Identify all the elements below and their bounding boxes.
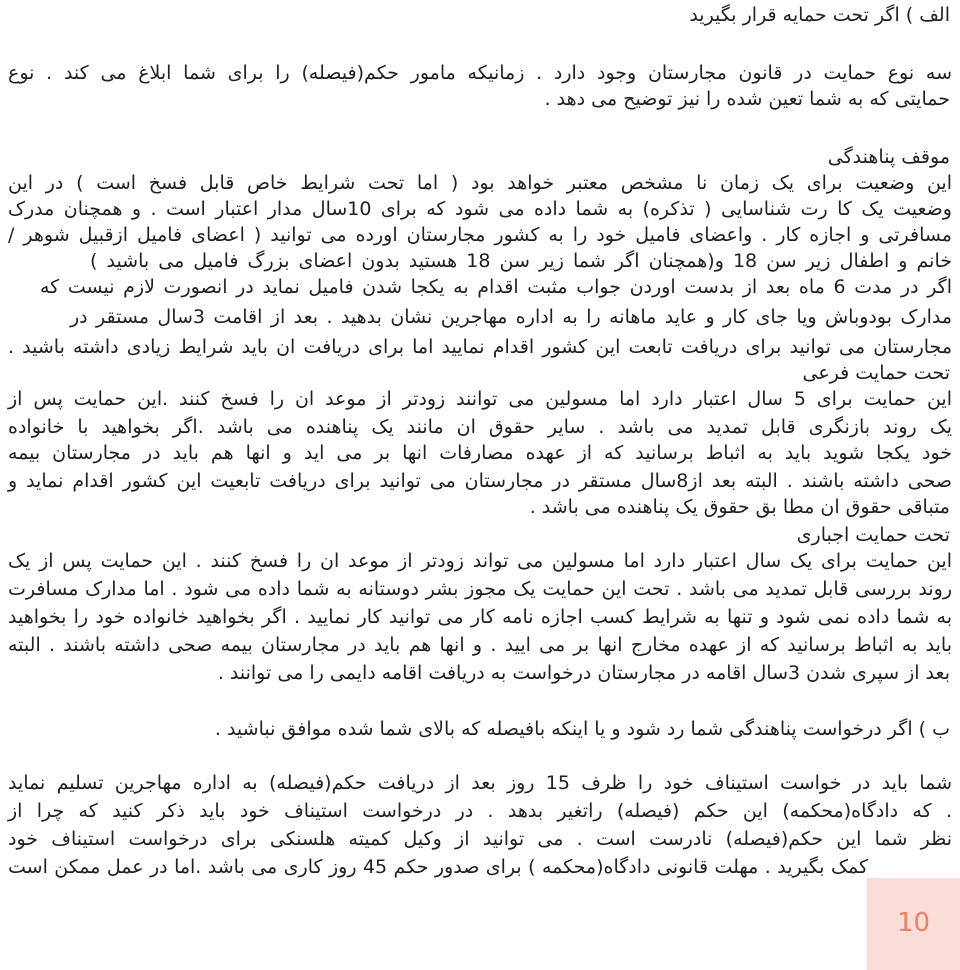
tolerated-line: روند بررسی قابل تمدید می باشد . تحت این حمایت یک مجوز بشر دوستانه به شما داده می شود . اما مدارک مسافرت xyxy=(8,578,952,600)
subsidiary-line: صحی داشته باشند . البته بعد از8سال مستقر در مجارستان می توانید برای دریافت تابعیت این کشور اقدام نماید و xyxy=(8,470,952,492)
refugee-line: اگر در مدت 6 ماه بعد از بدست اوردن جواب مثبت اقدام به یکجا شدن فامیل نماید در انصورت لازم نیست که xyxy=(40,276,953,298)
appeal-line: . که دادگاه(محکمه) این حکم (فیصله) راتغیر بدهد . در درخواست استیناف خود باید ذکر کنید که چرا از xyxy=(8,800,952,822)
refugee-status-heading: موقف پناهندگی xyxy=(827,146,950,168)
page-number: 10 xyxy=(896,908,931,938)
section-a-title: الف ) اگر تحت حمایه قرار بگیرید xyxy=(689,4,950,26)
appeal-line: نظر شما این حکم(فیصله) نادرست است . می توانید از وکیل کمیته هلسنکی برای درخواست استیناف خود xyxy=(8,828,952,850)
subsidiary-line: این حمایت برای 5 سال اعتبار دارد اما مسولین می توانند زودتر از موعد ان را فسخ کنند .این حمایت پس از xyxy=(8,388,952,410)
tolerated-line: بعد از سپری شدن 3سال اقامه در مجارستان درخواست به دریافت اقامه دایمی را می توانند . xyxy=(217,662,950,684)
subsidiary-protection-heading: تحت حمایت فرعی xyxy=(802,362,950,384)
page-number-box xyxy=(867,878,960,970)
refugee-line: مدارک بودوباش ویا جای کار و عاید ماهانه را به اداره مهاجرین نشان بدهید . بعد از اقامت 3سال مستقر در xyxy=(70,306,953,328)
refugee-line: خانم و اطفال زیر سن 18 و(همچنان اگر شما زیر سن 18 هستید بدون اعضای بزرگ فامیل می باشید ) xyxy=(90,250,952,272)
refugee-line: مجارستان می توانید برای دریافت تابعت این کشور اقدام نمایید اما برای دریافت ان باید شرایط زیادی داشته باشید . xyxy=(8,336,952,358)
intro-line: سه نوع حمایت در قانون مجارستان وجود دارد . زمانیکه مامور حکم(فیصله) را برای شما ابلاغ می کند . نوع xyxy=(8,62,952,84)
refugee-line: مسافرتی و اجازه کار . واعضای فامیل خود را به کشور مجارستان اورده می توانید ( اعضای فامیل ازقبیل شوهر / xyxy=(8,224,952,246)
appeal-line: کمک بگیرید . مهلت قانونی دادگاه(محکمه ) برای صدور حکم 45 روز کاری می باشد .اما در عمل ممکن است xyxy=(8,856,868,878)
tolerated-line: به شما داده نمی شود و تنها به شرایط کسب اجازه نامه کار می توانید کار نمایید . اگر بخواهید خانواده خود را بخواهید xyxy=(8,606,952,628)
subsidiary-line: خود یکجا شوید باید به اثباط برسانید که از عهده مصارفات انها بر می اید و انها هم باید در مجارستان بیمه xyxy=(8,442,952,464)
refugee-line: وضعیت یک کا رت شناسایی ( تذکره) به شما داده می شود که برای 10سال مدار اعتبار است . و همچنان مدرک xyxy=(8,198,952,220)
subsidiary-line: یک روند بازنگری قابل تمدید می باشد . سایر حقوق ان مانند یک پناهنده می باشد .اگر بخواهید با خانواده xyxy=(8,416,952,438)
intro-line: حمایتی که به شما تعین شده را نیز توضیح می دهد . xyxy=(544,88,950,110)
tolerated-line: باید به اثباط برسانید که از عهده مخارج انها بر می ایید . و انها هم باید در مجارستان بیمه صحی داشته باشند . البته xyxy=(8,634,952,656)
refugee-line: این وضعیت برای یک زمان نا مشخص معتبر خواهد بود ( اما تحت شرایط خاص قابل فسخ است ) در این xyxy=(8,172,952,194)
subsidiary-line: متباقی حقوق ان مطا بق حقوق یک پناهنده می باشد . xyxy=(529,496,950,518)
section-b-title: ب ) اگر درخواست پناهندگی شما رد شود و یا اینکه بافیصله که بالای شما شده موافق نباشید . xyxy=(214,718,950,740)
appeal-line: شما باید در خواست استیناف خود را ظرف 15 روز بعد از دریافت حکم(فیصله) به اداره مهاجرین تسلیم نماید xyxy=(8,772,952,794)
tolerated-status-heading: تحت حمایت اجباری xyxy=(796,524,950,546)
tolerated-line: این حمایت برای یک سال اعتبار دارد اما مسولین می تواند زودتر از موعد ان را فسخ کنند . این حمایت پس از یک xyxy=(8,550,952,572)
